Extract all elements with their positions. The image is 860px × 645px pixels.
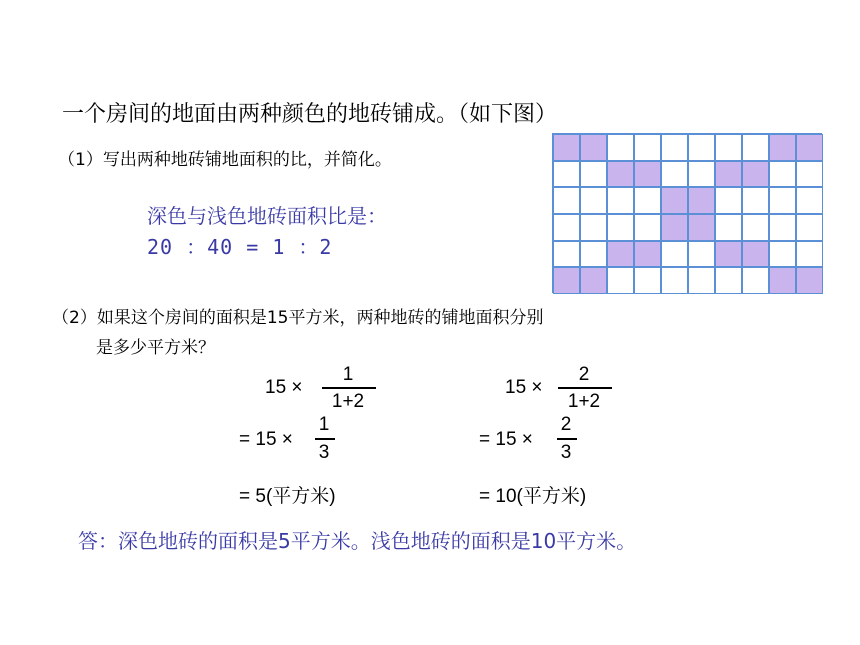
tile-light: [553, 214, 580, 241]
tile-light: [580, 241, 607, 268]
right-calc-line-1-numerator: 2: [578, 364, 590, 385]
tile-dark: [769, 267, 796, 294]
tile-light: [553, 187, 580, 214]
tile-dark: [796, 267, 823, 294]
answer-1-ratio: 20 ：40 = 1 ：2: [147, 235, 333, 259]
tile-light: [715, 187, 742, 214]
left-calc-line-3: = 5(平方米): [239, 486, 336, 507]
tile-dark: [769, 134, 796, 161]
tile-dark: [634, 161, 661, 188]
right-calc-line-1-denominator: 1+2: [567, 391, 601, 412]
tile-light: [796, 161, 823, 188]
tile-light: [661, 241, 688, 268]
tile-light: [769, 161, 796, 188]
tile-dark: [742, 241, 769, 268]
tile-light: [607, 187, 634, 214]
final-answer: 答：深色地砖的面积是5平方米。浅色地砖的面积是10平方米。: [78, 529, 637, 553]
tile-light: [769, 214, 796, 241]
tile-light: [634, 267, 661, 294]
right-calc-line-3: = 10(平方米): [479, 486, 587, 507]
tile-light: [634, 134, 661, 161]
tile-dark: [796, 134, 823, 161]
page-title: 一个房间的地面由两种颜色的地砖铺成。（如下图）: [62, 102, 558, 127]
tile-dark: [715, 161, 742, 188]
left-calc-line-2-denominator: 3: [318, 442, 330, 463]
tile-light: [634, 214, 661, 241]
tile-dark: [688, 187, 715, 214]
tile-dark: [580, 134, 607, 161]
tile-light: [688, 161, 715, 188]
right-calc-line-2-numerator: 2: [560, 414, 572, 435]
tile-light: [796, 187, 823, 214]
tile-light: [769, 187, 796, 214]
tile-light: [688, 134, 715, 161]
answer-1-label: 深色与浅色地砖面积比是：: [147, 204, 387, 228]
tile-dark: [553, 267, 580, 294]
tile-light: [742, 214, 769, 241]
tile-dark: [553, 134, 580, 161]
tile-dark: [688, 214, 715, 241]
tile-light: [553, 161, 580, 188]
tile-light: [742, 187, 769, 214]
right-calc-line-2-fraction-bar: [557, 438, 577, 440]
tile-dark: [607, 161, 634, 188]
tile-light: [796, 214, 823, 241]
tile-light: [796, 241, 823, 268]
left-calc-line-1-prefix: 15 ×: [265, 377, 303, 398]
tile-dark: [661, 214, 688, 241]
left-calc-line-2-fraction-bar: [315, 438, 335, 440]
tile-light: [607, 134, 634, 161]
tile-light: [661, 267, 688, 294]
question-2-line-2: 是多少平方米？: [96, 338, 215, 358]
tile-light: [580, 187, 607, 214]
right-calc-line-1-prefix: 15 ×: [505, 377, 543, 398]
tile-dark: [715, 241, 742, 268]
left-calc-line-1-denominator: 1+2: [331, 391, 365, 412]
tile-light: [715, 214, 742, 241]
right-calc-line-2-denominator: 3: [560, 442, 572, 463]
tile-dark: [607, 241, 634, 268]
tile-light: [553, 241, 580, 268]
left-calc-line-2-numerator: 1: [318, 414, 330, 435]
tile-light: [742, 267, 769, 294]
left-calc-line-1-numerator: 1: [342, 364, 354, 385]
tile-grid: [552, 133, 822, 293]
tile-light: [580, 161, 607, 188]
tile-light: [769, 241, 796, 268]
tile-light: [607, 214, 634, 241]
tile-light: [580, 214, 607, 241]
left-calc-line-2-prefix: = 15 ×: [239, 429, 293, 450]
tile-light: [715, 134, 742, 161]
tile-light: [715, 267, 742, 294]
tile-dark: [634, 241, 661, 268]
tile-light: [661, 161, 688, 188]
tile-light: [661, 134, 688, 161]
tile-light: [688, 241, 715, 268]
question-1: （1）写出两种地砖铺地面积的比，并简化。: [58, 150, 392, 170]
tile-light: [742, 134, 769, 161]
left-calc-line-1-fraction-bar: [322, 387, 376, 389]
right-calc-line-2-prefix: = 15 ×: [479, 429, 533, 450]
tile-light: [607, 267, 634, 294]
tile-dark: [580, 267, 607, 294]
tile-light: [634, 187, 661, 214]
tile-dark: [742, 161, 769, 188]
question-2-line-1: （2）如果这个房间的面积是15平方米，两种地砖的铺地面积分别: [52, 308, 544, 328]
right-calc-line-1-fraction-bar: [558, 387, 612, 389]
tile-dark: [661, 187, 688, 214]
tile-light: [688, 267, 715, 294]
